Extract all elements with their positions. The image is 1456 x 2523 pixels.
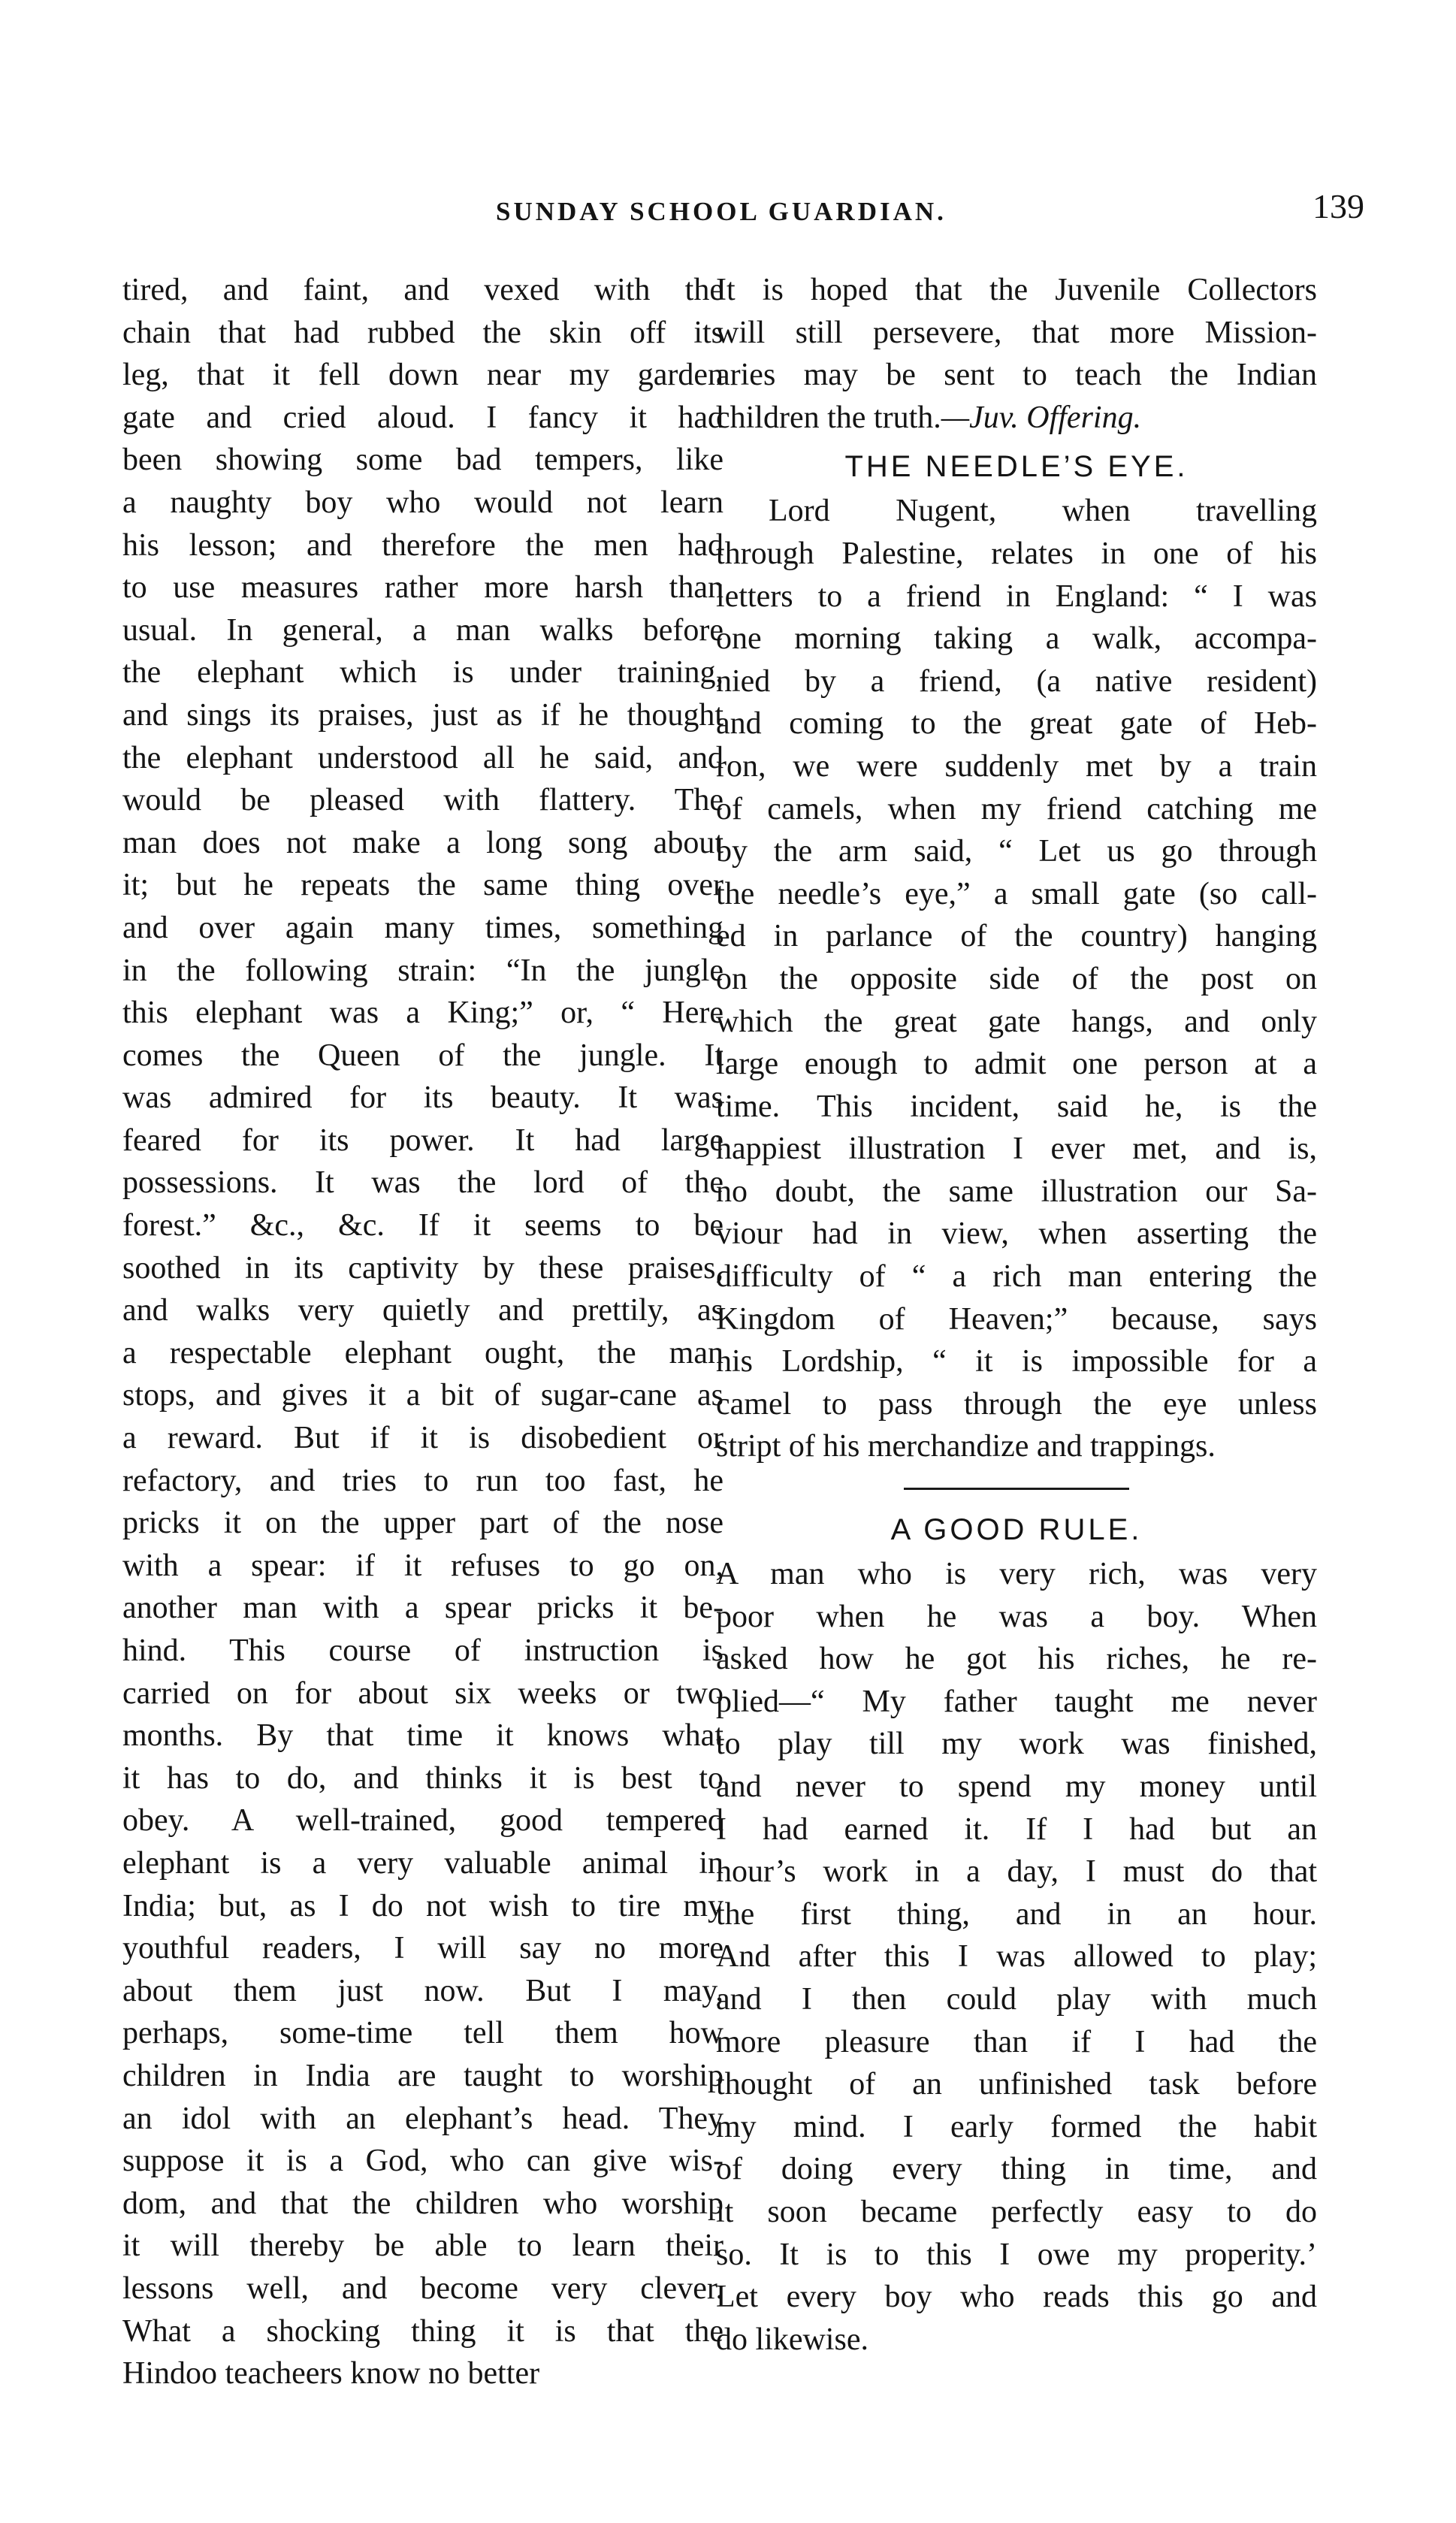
page-number: 139 <box>1313 187 1364 225</box>
text-line: and coming to the great gate of Heb- <box>716 706 1317 742</box>
text-line: was admired for its beauty. It was <box>122 1080 723 1116</box>
good-rule-article <box>716 1506 1317 2361</box>
text-line: which the great gate hangs, and only <box>716 1004 1317 1039</box>
text-line: poor when he was a boy. When <box>716 1599 1317 1634</box>
text-line: with a spear: if it refuses to go on, <box>122 1548 723 1583</box>
text-line: perhaps, some-time tell them how <box>122 2016 723 2051</box>
text-line: carried on for about six weeks or two <box>122 1675 723 1711</box>
text-line: more pleasure than if I had the <box>716 2024 1317 2059</box>
text-line: camel to pass through the eye unless <box>716 1386 1317 1422</box>
text-line: of camels, when my friend catching me <box>716 791 1317 826</box>
text-line: it soon became perfectly easy to do <box>716 2194 1317 2229</box>
text-line: children in India are taught to worship <box>122 2058 723 2093</box>
text-line: plied—“ My father taught me never <box>716 1684 1317 1719</box>
text-line: time. This incident, said he, is the <box>716 1089 1317 1124</box>
text-line: so. It is to this I owe my properity.’ <box>716 2237 1317 2272</box>
text-line: difficulty of “ a rich man entering the <box>716 1259 1317 1295</box>
text-line: the elephant which is under training, <box>122 655 723 690</box>
text-line: comes the Queen of the jungle. It <box>122 1038 723 1073</box>
text-line: it will thereby be able to learn their <box>122 2228 723 2264</box>
text-line: stript of his merchandize and trappings. <box>716 1429 1216 1464</box>
text-line: suppose it is a God, who can give wis- <box>122 2144 723 2179</box>
text-line: It is hoped that the Juvenile Collectors <box>716 273 1317 307</box>
text-line: large enough to admit one person at a <box>716 1047 1317 1082</box>
text-line: A man who is very rich, was very <box>716 1557 1317 1592</box>
text-line: usual. In general, a man walks before <box>122 612 723 648</box>
text-line: tired, and faint, and vexed with the <box>122 273 723 307</box>
text-line: months. By that time it knows what <box>122 1718 723 1754</box>
text-line: to play till my work was finished, <box>716 1727 1317 1762</box>
text-line: ed in parlance of the country) hanging <box>716 919 1317 954</box>
text-line: viour had in view, when asserting the <box>716 1216 1317 1252</box>
text-line: obey. A well-trained, good tempered <box>122 1803 723 1839</box>
text-line: elephant is a very valuable animal in <box>122 1845 723 1881</box>
right-column <box>716 269 1317 2361</box>
text-line: and walks very quietly and prettily, as <box>122 1293 723 1328</box>
text-line: And after this I was allowed to play; <box>716 1939 1317 1975</box>
text-line: about them just now. But I may, <box>122 1973 723 2008</box>
text-line: possessions. It was the lord of the <box>122 1165 723 1201</box>
needles-eye-heading: THE NEEDLE’S EYE. <box>844 450 1189 484</box>
text-line: another man with a spear pricks it be- <box>122 1591 723 1626</box>
text-line: hour’s work in a day, I must do that <box>716 1854 1317 1890</box>
text-line: this elephant was a King;” or, “ Here <box>122 996 723 1031</box>
text-line: gate and cried aloud. I fancy it had <box>122 400 723 435</box>
text-line: to use measures rather more harsh than <box>122 570 723 606</box>
text-line: of doing every thing in time, and <box>716 2152 1317 2187</box>
text-line: the needle’s eye,” a small gate (so call- <box>716 876 1317 911</box>
text-line: will still persevere, that more Mission- <box>716 315 1317 350</box>
text-line: and never to spend my money until <box>716 1769 1317 1804</box>
text-line: an idol with an elephant’s head. They <box>122 2101 723 2136</box>
text-line: aries may be sent to teach the Indian <box>716 358 1317 393</box>
text-line: his Lordship, “ it is impossible for a <box>716 1344 1317 1379</box>
text-line: it; but he repeats the same thing over <box>122 868 723 903</box>
text-line: it has to do, and thinks it is best to <box>122 1760 723 1796</box>
text-line: the elephant understood all he said, and <box>122 740 723 775</box>
text-line: Hindoo teacheers know no better <box>122 2356 540 2392</box>
text-line: by the arm said, “ Let us go through <box>716 834 1317 869</box>
text-line: letters to a friend in England: “ I was <box>716 579 1317 614</box>
text-line: hind. This course of instruction is <box>122 1633 723 1668</box>
text-line: a respectable elephant ought, the man <box>122 1335 723 1370</box>
juvenile-collectors-paragraph <box>716 269 1317 439</box>
text-line: forest.” &c., &c. If it seems to be <box>122 1208 723 1243</box>
text-line: a reward. But if it is disobedient or <box>122 1421 723 1456</box>
text-line: one morning taking a walk, accompa- <box>716 621 1317 657</box>
text-line: and I then could play with much <box>716 1981 1317 2017</box>
text-line: and sings its praises, just as if he thought <box>122 697 723 733</box>
text-line: lessons well, and become very clever. <box>122 2271 723 2306</box>
text-line: a naughty boy who would not learn <box>122 485 723 520</box>
text-line: India; but, as I do not wish to tire my <box>122 1888 723 1923</box>
text-line: do likewise. <box>716 2322 868 2357</box>
section-divider <box>904 1488 1129 1490</box>
text-line: leg, that it fell down near my garden <box>122 358 723 393</box>
text-line: been showing some bad tempers, like <box>122 443 723 478</box>
text-line: the first thing, and in an hour. <box>716 1896 1317 1932</box>
text-line: Kingdom of Heaven;” because, says <box>716 1301 1317 1337</box>
text-line: stops, and gives it a bit of sugar-cane as <box>122 1378 723 1413</box>
text-line: through Palestine, relates in one of his <box>716 536 1317 571</box>
text-line: What a shocking thing it is that the <box>122 2313 723 2349</box>
needles-eye-article <box>716 443 1317 1468</box>
text-line: Lord Nugent, when travelling <box>769 494 1317 529</box>
text-line: his lesson; and therefore the men had <box>122 527 723 563</box>
text-line: my mind. I early formed the habit <box>716 2109 1317 2144</box>
text-line: nied by a friend, (a native resident) <box>716 663 1317 699</box>
text-line: dom, and that the children who worship <box>122 2186 723 2221</box>
text-line: chain that had rubbed the skin off its <box>122 315 723 350</box>
text-line <box>716 397 1317 440</box>
text-line: refactory, and tries to run too fast, he <box>122 1463 723 1498</box>
text-line: soothed in its captivity by these praises, <box>122 1250 723 1286</box>
text-line: Let every boy who reads this go and <box>716 2280 1317 2315</box>
left-column <box>122 269 723 2395</box>
text-line: youthful readers, I will say no more <box>122 1931 723 1966</box>
text-line: thought of an unfinished task before <box>716 2067 1317 2102</box>
text-line: and over again many times, something <box>122 910 723 945</box>
text-line: feared for its power. It had large <box>122 1123 723 1158</box>
text-line: asked how he got his riches, he re- <box>716 1642 1317 1677</box>
text-line: ron, we were suddenly met by a train <box>716 748 1317 784</box>
text-line: I had earned it. If I had but an <box>716 1811 1317 1847</box>
text-line: happiest illustration I ever met, and is, <box>716 1132 1317 1167</box>
running-title: SUNDAY SCHOOL GUARDIAN. <box>496 197 947 226</box>
closing-line: children the truth. <box>716 400 941 435</box>
text-line: no doubt, the same illustration our Sa- <box>716 1174 1317 1209</box>
text-line: man does not make a long song about <box>122 825 723 860</box>
text-line: pricks it on the upper part of the nose <box>122 1506 723 1541</box>
text-line: on the opposite side of the post on <box>716 961 1317 996</box>
text-line: in the following strain: “In the jungle <box>122 953 723 988</box>
good-rule-heading: A GOOD RULE. <box>890 1513 1143 1547</box>
text-line: would be pleased with flattery. The <box>122 783 723 818</box>
source-signature: —Juv. Offering. <box>941 400 1142 435</box>
